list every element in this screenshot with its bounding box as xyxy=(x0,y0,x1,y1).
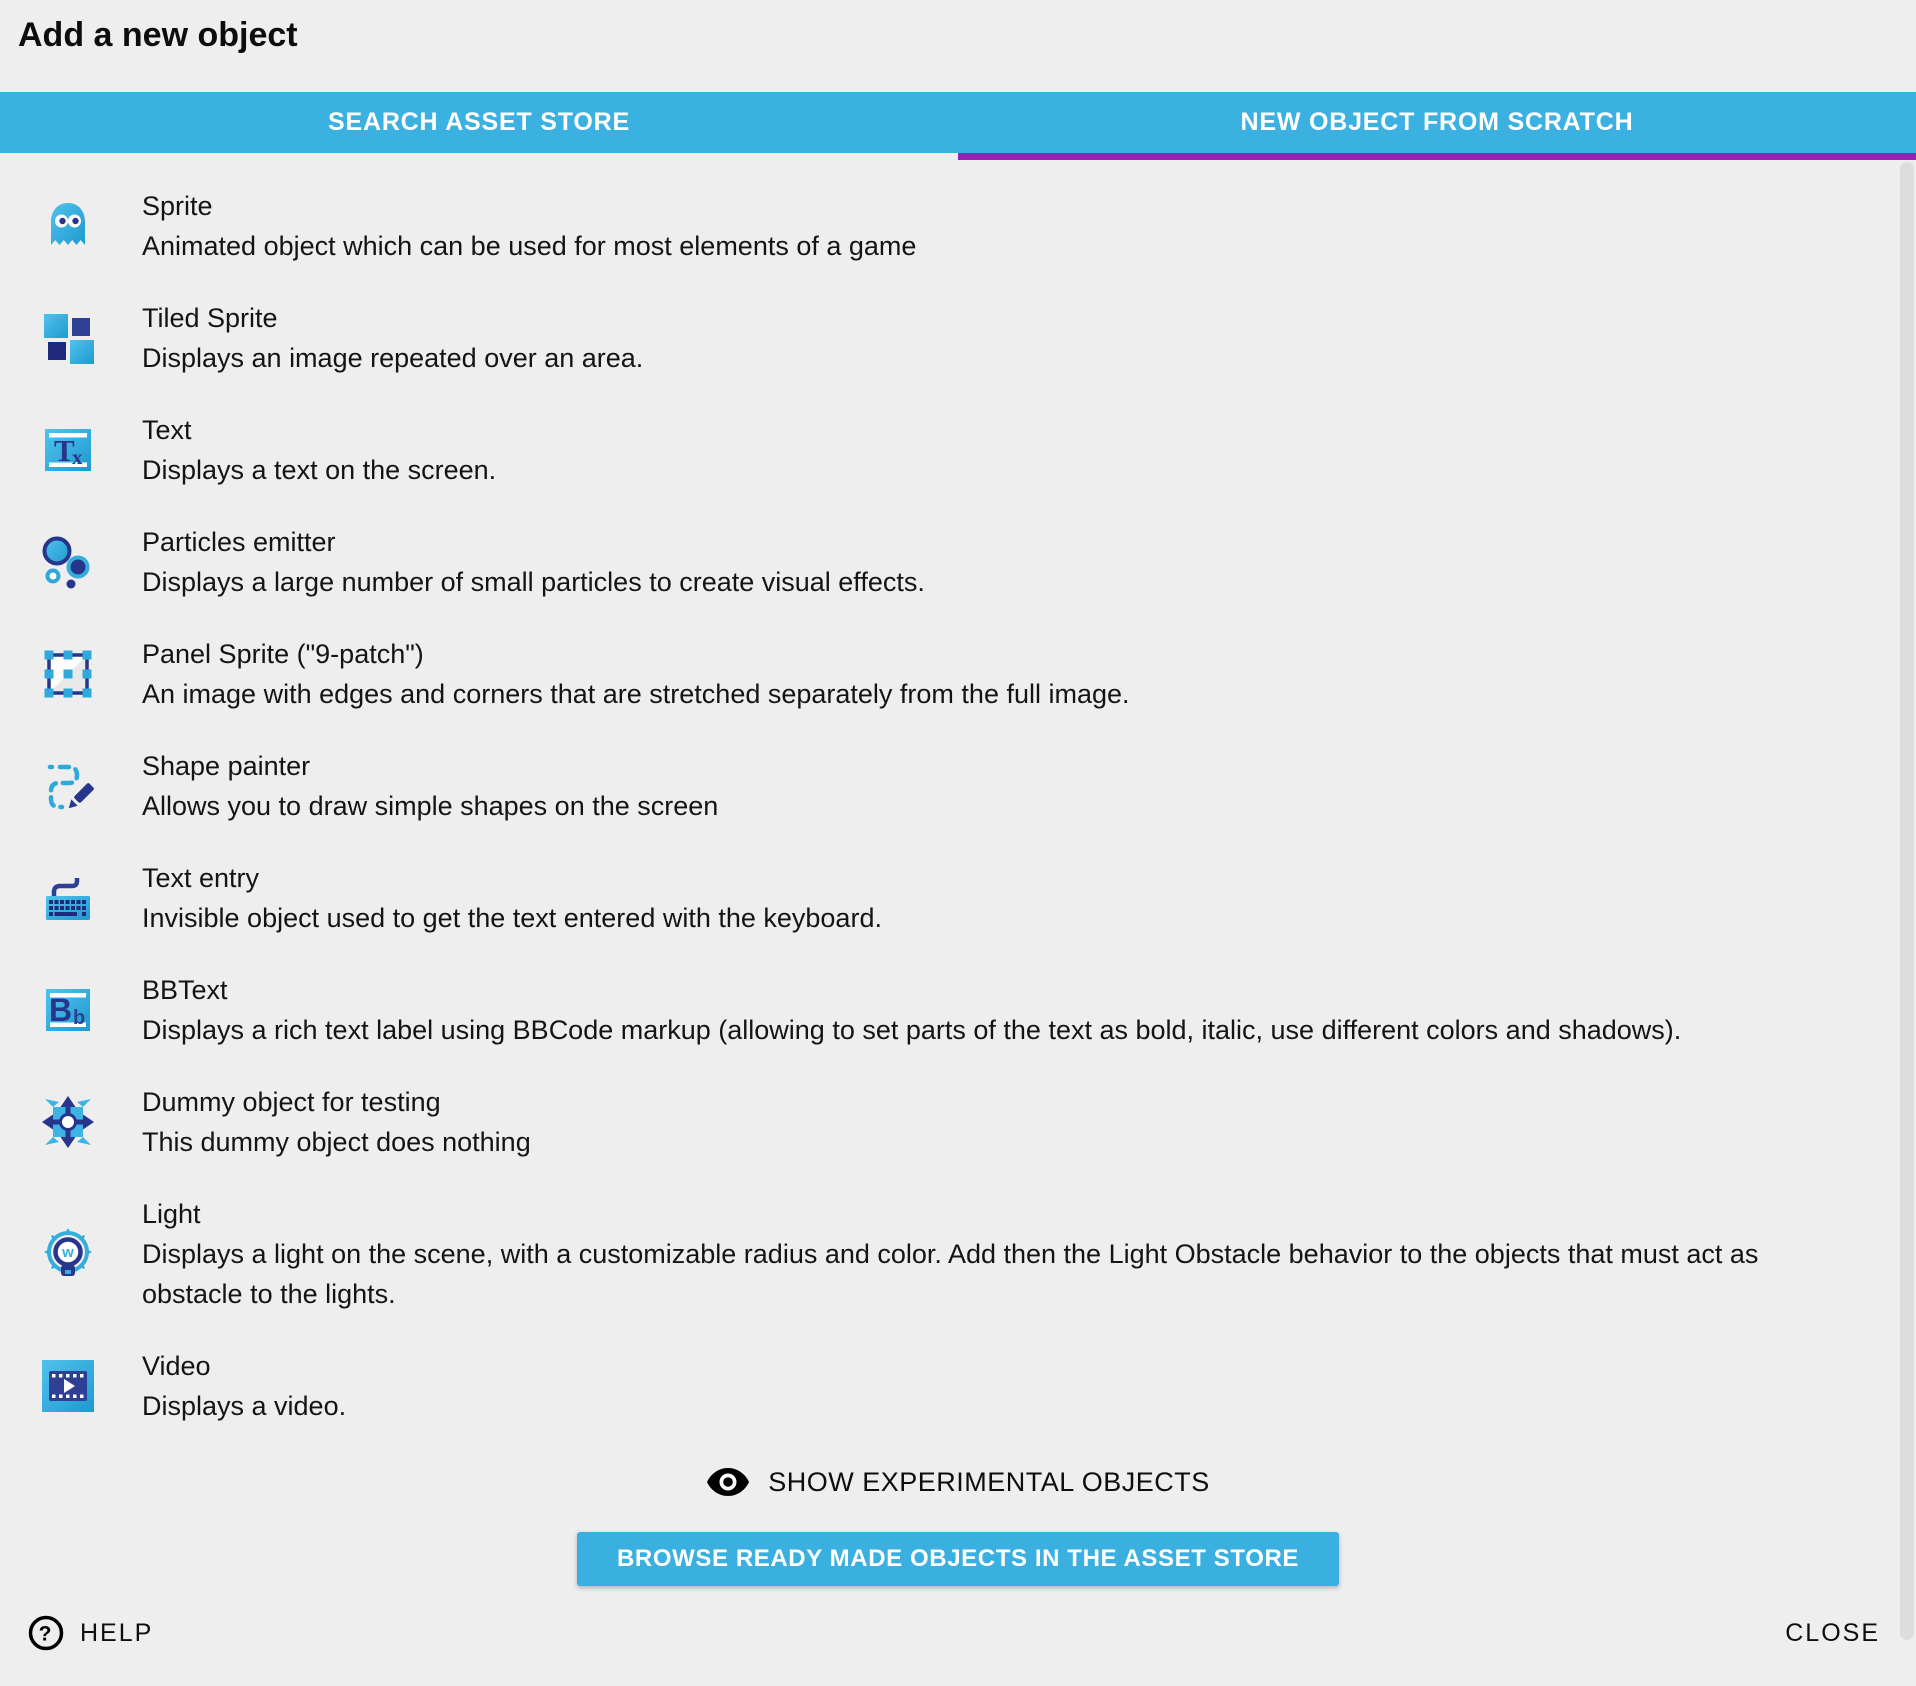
object-list xyxy=(0,160,1916,1586)
svg-text:x: x xyxy=(72,445,83,469)
tiled-sprite-icon xyxy=(40,310,96,366)
particles-emitter-icon xyxy=(40,534,96,590)
list-item-text-entry[interactable] xyxy=(0,858,1916,938)
object-description: An image with edges and corners that are stretched separately from the full image. xyxy=(142,679,1130,709)
shape-painter-icon xyxy=(40,758,96,814)
object-description: Invisible object used to get the text entered with the keyboard. xyxy=(142,903,882,933)
item-text xyxy=(142,1194,1876,1314)
item-text xyxy=(142,858,1876,938)
object-name: BBText xyxy=(142,975,228,1005)
item-text xyxy=(142,410,1876,490)
item-text xyxy=(142,634,1876,714)
experimental-label: SHOW EXPERIMENTAL OBJECTS xyxy=(768,1466,1210,1497)
tab-bar xyxy=(0,92,1916,153)
help-label: HELP xyxy=(80,1618,154,1647)
object-description: Displays a large number of small particles to create visual effects. xyxy=(142,567,925,597)
object-description: Displays an image repeated over an area. xyxy=(142,343,644,373)
list-item-text[interactable] xyxy=(0,410,1916,490)
tab-new-object-from-scratch[interactable]: NEW OBJECT FROM SCRATCH xyxy=(1240,108,1634,136)
svg-text:?: ? xyxy=(38,1622,54,1646)
item-text xyxy=(142,1346,1876,1426)
svg-text:B: B xyxy=(49,992,73,1028)
bbtext-icon xyxy=(40,982,96,1038)
object-name: Dummy object for testing xyxy=(142,1087,441,1117)
list-item-video[interactable] xyxy=(0,1346,1916,1426)
object-name: Text entry xyxy=(142,863,260,893)
object-description: Animated object which can be used for most elements of a game xyxy=(142,231,917,261)
list-item-bbtext[interactable] xyxy=(0,970,1916,1050)
svg-text:w: w xyxy=(62,1244,74,1261)
list-item-panel-sprite[interactable] xyxy=(0,634,1916,714)
light-icon xyxy=(40,1226,96,1282)
item-text xyxy=(142,298,1876,378)
object-description: Displays a video. xyxy=(142,1391,347,1421)
object-description: This dummy object does nothing xyxy=(142,1127,531,1157)
list-item-light[interactable] xyxy=(0,1194,1916,1314)
help-circle-icon xyxy=(28,1615,64,1651)
tab-search-asset-store[interactable]: SEARCH ASSET STORE xyxy=(328,108,630,136)
item-text xyxy=(142,186,1876,266)
item-text xyxy=(142,746,1876,826)
list-item-dummy-object[interactable] xyxy=(0,1082,1916,1162)
item-text xyxy=(142,970,1876,1050)
object-name: Shape painter xyxy=(142,751,311,781)
browse-asset-store-button[interactable]: BROWSE READY MADE OBJECTS IN THE ASSET STORE xyxy=(577,1532,1339,1586)
active-tab-indicator xyxy=(958,153,1916,160)
object-description: Displays a rich text label using BBCode markup (allowing to set parts of the text as bold, italic, use different colors and shadows). xyxy=(142,1015,1682,1045)
eye-icon xyxy=(706,1467,750,1497)
list-item-particles-emitter[interactable] xyxy=(0,522,1916,602)
video-icon xyxy=(40,1358,96,1414)
show-experimental-objects-toggle[interactable] xyxy=(706,1460,1210,1504)
object-name: Panel Sprite ("9-patch") xyxy=(142,639,424,669)
object-name: Tiled Sprite xyxy=(142,303,278,333)
object-name: Particles emitter xyxy=(142,527,336,557)
dialog-footer xyxy=(0,1590,1916,1686)
object-name: Video xyxy=(142,1351,211,1381)
item-text xyxy=(142,522,1876,602)
svg-text:T: T xyxy=(54,433,75,468)
svg-text:b: b xyxy=(73,1007,86,1029)
object-description: Allows you to draw simple shapes on the screen xyxy=(142,791,719,821)
object-name: Text xyxy=(142,415,192,445)
sprite-icon xyxy=(40,198,96,254)
list-item-sprite[interactable] xyxy=(0,186,1916,266)
object-description: Displays a text on the screen. xyxy=(142,455,497,485)
dialog-title: Add a new object xyxy=(18,16,298,54)
dummy-object-icon xyxy=(40,1094,96,1150)
list-item-tiled-sprite[interactable] xyxy=(0,298,1916,378)
help-button[interactable] xyxy=(28,1615,153,1651)
close-button[interactable]: CLOSE xyxy=(1785,1618,1880,1647)
text-entry-icon xyxy=(40,870,96,926)
actions-area xyxy=(0,1460,1916,1586)
object-name: Light xyxy=(142,1199,201,1229)
item-text xyxy=(142,1082,1876,1162)
list-item-shape-painter[interactable] xyxy=(0,746,1916,826)
panel-sprite-icon xyxy=(40,646,96,702)
scrollbar-thumb[interactable] xyxy=(1900,162,1914,1640)
object-name: Sprite xyxy=(142,191,213,221)
text-icon xyxy=(40,422,96,478)
object-description: Displays a light on the scene, with a customizable radius and color. Add then the Light Obstacle behavior to the objects that must act as obstacle to the lights. xyxy=(142,1239,1759,1309)
